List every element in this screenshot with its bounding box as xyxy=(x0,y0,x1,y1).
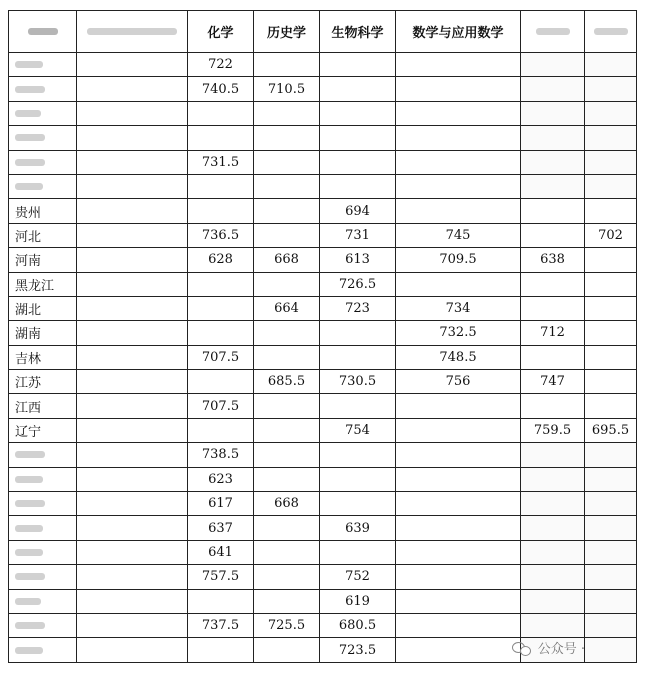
score-cell: 745 xyxy=(396,223,521,247)
score-cell: 754 xyxy=(320,418,396,442)
score-cell xyxy=(396,272,521,296)
score-cell xyxy=(585,126,637,150)
score-cell xyxy=(585,492,637,516)
score-cell xyxy=(320,492,396,516)
score-cell xyxy=(188,589,254,613)
score-cell xyxy=(188,638,254,662)
score-cell xyxy=(188,296,254,320)
table-row xyxy=(9,321,637,345)
score-cell xyxy=(521,540,585,564)
score-cell: 638 xyxy=(521,248,585,272)
score-cell xyxy=(396,418,521,442)
score-cell xyxy=(320,467,396,491)
score-cell xyxy=(521,199,585,223)
score-cell xyxy=(77,150,188,174)
score-cell xyxy=(77,516,188,540)
score-cell: 736.5 xyxy=(188,223,254,247)
score-cell xyxy=(521,77,585,101)
score-cell xyxy=(585,394,637,418)
score-cell xyxy=(521,492,585,516)
score-cell xyxy=(585,199,637,223)
score-cell xyxy=(254,418,320,442)
score-cell: 680.5 xyxy=(320,613,396,637)
score-cell xyxy=(254,467,320,491)
score-cell xyxy=(521,467,585,491)
score-cell xyxy=(521,516,585,540)
score-cell xyxy=(254,394,320,418)
score-cell: 664 xyxy=(254,296,320,320)
province-cell xyxy=(9,126,77,150)
score-cell xyxy=(585,540,637,564)
table-row xyxy=(9,296,637,320)
table-row xyxy=(9,589,637,613)
score-cell: 747 xyxy=(521,370,585,394)
score-cell xyxy=(77,296,188,320)
table-row xyxy=(9,516,637,540)
score-cell xyxy=(521,150,585,174)
watermark xyxy=(512,638,585,657)
score-cell: 731.5 xyxy=(188,150,254,174)
header-history: 历史学 xyxy=(254,11,320,53)
score-cell xyxy=(254,443,320,467)
score-cell: 722 xyxy=(188,53,254,77)
province-cell xyxy=(9,101,77,125)
score-cell xyxy=(77,101,188,125)
score-cell xyxy=(585,53,637,77)
score-cell xyxy=(77,174,188,198)
score-cell xyxy=(254,345,320,369)
header-row xyxy=(9,11,637,53)
province-cell xyxy=(9,589,77,613)
score-cell xyxy=(585,296,637,320)
score-cell xyxy=(320,443,396,467)
table-row xyxy=(9,418,637,442)
score-cell xyxy=(396,150,521,174)
score-cell xyxy=(396,613,521,637)
redacted-mark xyxy=(15,183,43,190)
header-blurred xyxy=(77,11,188,53)
score-cell xyxy=(77,248,188,272)
score-cell xyxy=(320,345,396,369)
wechat-icon xyxy=(512,640,532,656)
score-cell xyxy=(521,613,585,637)
score-cell xyxy=(521,589,585,613)
score-cell xyxy=(585,467,637,491)
province-cell: 辽宁 xyxy=(9,418,77,442)
score-cell: 639 xyxy=(320,516,396,540)
score-cell xyxy=(77,126,188,150)
province-cell xyxy=(9,492,77,516)
score-cell: 725.5 xyxy=(254,613,320,637)
score-cell xyxy=(77,272,188,296)
score-cell: 757.5 xyxy=(188,565,254,589)
score-cell: 668 xyxy=(254,248,320,272)
score-cell: 641 xyxy=(188,540,254,564)
score-cell: 752 xyxy=(320,565,396,589)
score-cell xyxy=(396,174,521,198)
score-cell: 723.5 xyxy=(320,638,396,662)
header-chemistry: 化学 xyxy=(188,11,254,53)
score-cell xyxy=(188,199,254,223)
redacted-mark xyxy=(15,451,45,458)
score-cell xyxy=(320,321,396,345)
redacted-mark xyxy=(15,598,41,605)
score-cell: 709.5 xyxy=(396,248,521,272)
score-cell: 759.5 xyxy=(521,418,585,442)
score-cell: 740.5 xyxy=(188,77,254,101)
score-cell xyxy=(585,174,637,198)
redacted-mark xyxy=(15,500,45,507)
score-cell: 637 xyxy=(188,516,254,540)
score-cell: 732.5 xyxy=(396,321,521,345)
score-cell xyxy=(77,370,188,394)
score-cell: 613 xyxy=(320,248,396,272)
score-cell xyxy=(254,101,320,125)
score-cell xyxy=(396,565,521,589)
redacted-mark xyxy=(15,525,43,532)
redacted-mark xyxy=(15,61,43,68)
score-cell: 726.5 xyxy=(320,272,396,296)
score-cell xyxy=(320,174,396,198)
redacted-mark xyxy=(15,573,45,580)
score-cell: 734 xyxy=(396,296,521,320)
score-cell xyxy=(77,223,188,247)
score-cell: 737.5 xyxy=(188,613,254,637)
score-cell xyxy=(320,53,396,77)
table-row xyxy=(9,443,637,467)
score-cell xyxy=(320,540,396,564)
score-cell xyxy=(77,418,188,442)
province-cell: 河北 xyxy=(9,223,77,247)
score-cell xyxy=(396,394,521,418)
score-cell xyxy=(254,565,320,589)
score-cell: 619 xyxy=(320,589,396,613)
redacted-mark xyxy=(15,159,45,166)
score-cell xyxy=(521,345,585,369)
score-cell: 738.5 xyxy=(188,443,254,467)
score-cell xyxy=(77,589,188,613)
score-cell xyxy=(585,613,637,637)
score-cell xyxy=(585,101,637,125)
score-cell: 623 xyxy=(188,467,254,491)
score-cell xyxy=(254,53,320,77)
score-cell: 723 xyxy=(320,296,396,320)
score-cell xyxy=(254,150,320,174)
score-cell xyxy=(254,223,320,247)
table-body xyxy=(9,53,637,663)
score-cell xyxy=(254,174,320,198)
score-cell xyxy=(254,589,320,613)
province-cell xyxy=(9,77,77,101)
score-cell xyxy=(254,638,320,662)
score-cell xyxy=(77,443,188,467)
province-cell xyxy=(9,53,77,77)
score-cell xyxy=(188,321,254,345)
score-cell xyxy=(320,126,396,150)
score-cell xyxy=(521,443,585,467)
score-cell xyxy=(396,638,521,662)
table-row xyxy=(9,345,637,369)
score-cell xyxy=(585,516,637,540)
score-cell xyxy=(585,272,637,296)
score-cell: 707.5 xyxy=(188,345,254,369)
score-cell xyxy=(521,272,585,296)
redacted-mark xyxy=(15,110,41,117)
table-row xyxy=(9,248,637,272)
redacted-mark xyxy=(15,86,45,93)
table-row xyxy=(9,53,637,77)
score-cell xyxy=(254,516,320,540)
score-cell xyxy=(585,443,637,467)
score-cell xyxy=(77,394,188,418)
score-cell xyxy=(77,53,188,77)
province-cell xyxy=(9,174,77,198)
score-table xyxy=(8,10,637,663)
table-row xyxy=(9,199,637,223)
table-row xyxy=(9,467,637,491)
score-cell xyxy=(396,126,521,150)
province-cell: 吉林 xyxy=(9,345,77,369)
score-cell xyxy=(521,223,585,247)
score-cell xyxy=(396,443,521,467)
table-row xyxy=(9,223,637,247)
table-row xyxy=(9,565,637,589)
province-cell xyxy=(9,516,77,540)
score-cell xyxy=(585,345,637,369)
province-cell xyxy=(9,443,77,467)
score-cell xyxy=(396,77,521,101)
score-cell xyxy=(77,613,188,637)
score-cell xyxy=(254,272,320,296)
score-cell xyxy=(254,540,320,564)
score-cell: 702 xyxy=(585,223,637,247)
score-cell xyxy=(396,101,521,125)
watermark-text: 公众号 · xyxy=(537,642,585,657)
table-row xyxy=(9,77,637,101)
score-cell xyxy=(396,589,521,613)
score-cell xyxy=(188,101,254,125)
score-cell: 628 xyxy=(188,248,254,272)
province-cell xyxy=(9,613,77,637)
score-cell xyxy=(188,272,254,296)
score-cell xyxy=(396,540,521,564)
score-cell xyxy=(77,638,188,662)
province-cell: 江苏 xyxy=(9,370,77,394)
score-cell: 694 xyxy=(320,199,396,223)
score-cell xyxy=(77,467,188,491)
score-cell xyxy=(320,150,396,174)
redacted-mark xyxy=(15,647,43,654)
table-row xyxy=(9,370,637,394)
score-cell: 668 xyxy=(254,492,320,516)
score-cell xyxy=(521,53,585,77)
province-cell xyxy=(9,540,77,564)
score-cell xyxy=(77,492,188,516)
header-math: 数学与应用数学 xyxy=(396,11,521,53)
score-cell: 756 xyxy=(396,370,521,394)
table-row xyxy=(9,540,637,564)
score-cell: 748.5 xyxy=(396,345,521,369)
score-cell xyxy=(585,565,637,589)
redacted-mark xyxy=(15,622,45,629)
score-cell xyxy=(396,53,521,77)
score-cell: 617 xyxy=(188,492,254,516)
score-cell xyxy=(188,174,254,198)
table-row xyxy=(9,174,637,198)
redacted-mark xyxy=(15,476,43,483)
score-cell xyxy=(320,101,396,125)
score-cell xyxy=(188,418,254,442)
table-row xyxy=(9,150,637,174)
header-blurred-3 xyxy=(585,11,637,53)
province-cell: 河南 xyxy=(9,248,77,272)
score-cell xyxy=(585,150,637,174)
table-row xyxy=(9,613,637,637)
redacted-mark xyxy=(15,549,43,556)
province-cell xyxy=(9,638,77,662)
score-cell xyxy=(585,638,637,662)
score-cell xyxy=(320,77,396,101)
redacted-mark xyxy=(15,134,45,141)
province-cell xyxy=(9,467,77,491)
table-row xyxy=(9,101,637,125)
score-cell: 712 xyxy=(521,321,585,345)
score-table-sheet xyxy=(8,10,636,663)
score-cell xyxy=(585,370,637,394)
province-cell xyxy=(9,565,77,589)
score-cell: 685.5 xyxy=(254,370,320,394)
table-row xyxy=(9,492,637,516)
score-cell xyxy=(254,199,320,223)
score-cell xyxy=(521,565,585,589)
province-cell: 江西 xyxy=(9,394,77,418)
score-cell xyxy=(585,77,637,101)
score-cell: 707.5 xyxy=(188,394,254,418)
table-row xyxy=(9,126,637,150)
score-cell xyxy=(77,199,188,223)
table-row xyxy=(9,272,637,296)
score-cell xyxy=(188,126,254,150)
score-cell: 710.5 xyxy=(254,77,320,101)
table-row xyxy=(9,394,637,418)
province-cell: 黑龙江 xyxy=(9,272,77,296)
score-cell xyxy=(188,370,254,394)
header-blurred-2 xyxy=(521,11,585,53)
score-cell xyxy=(254,126,320,150)
province-cell xyxy=(9,150,77,174)
score-cell xyxy=(396,516,521,540)
province-cell: 湖南 xyxy=(9,321,77,345)
header-province xyxy=(9,11,77,53)
score-cell xyxy=(521,126,585,150)
score-cell xyxy=(585,248,637,272)
score-cell xyxy=(77,345,188,369)
score-cell: 730.5 xyxy=(320,370,396,394)
province-cell: 湖北 xyxy=(9,296,77,320)
score-cell xyxy=(521,394,585,418)
province-cell: 贵州 xyxy=(9,199,77,223)
score-cell xyxy=(320,394,396,418)
score-cell: 695.5 xyxy=(585,418,637,442)
score-cell xyxy=(77,321,188,345)
header-biology: 生物科学 xyxy=(320,11,396,53)
score-cell xyxy=(521,174,585,198)
score-cell xyxy=(521,101,585,125)
score-cell xyxy=(396,492,521,516)
score-cell xyxy=(585,321,637,345)
score-cell xyxy=(521,296,585,320)
score-cell: 731 xyxy=(320,223,396,247)
score-cell xyxy=(585,589,637,613)
score-cell xyxy=(77,77,188,101)
score-cell xyxy=(396,199,521,223)
score-cell xyxy=(77,565,188,589)
score-cell xyxy=(254,321,320,345)
score-cell xyxy=(77,540,188,564)
score-cell xyxy=(396,467,521,491)
